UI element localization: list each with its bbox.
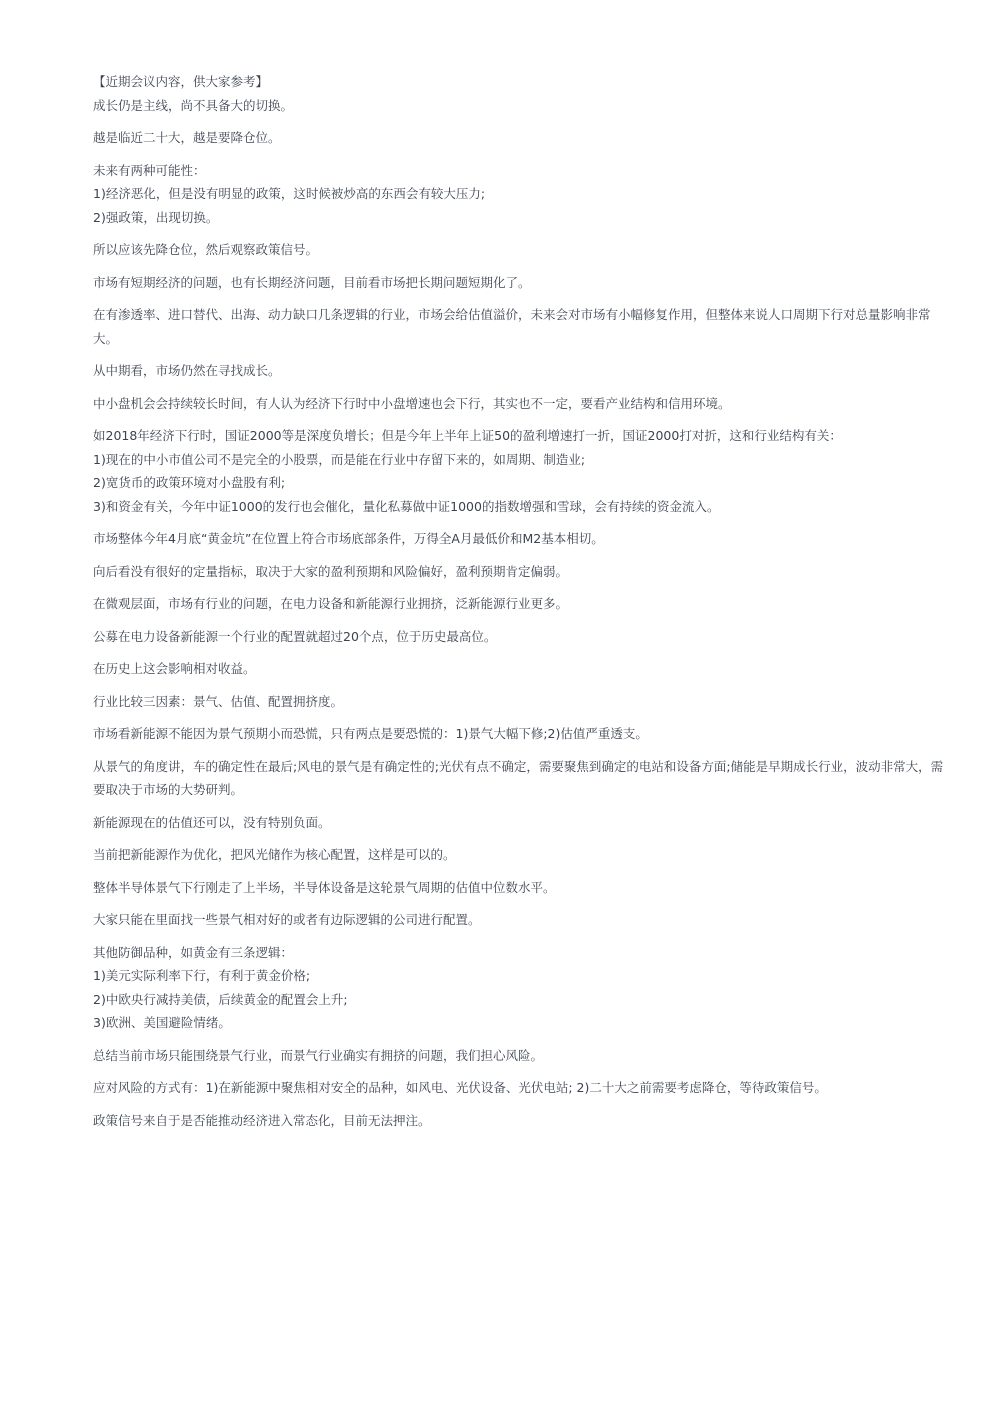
paragraph [93, 876, 945, 900]
paragraph-line: 市场看新能源不能因为景气预期小而恐慌，只有两点是要恐慌的：1)景气大幅下修;2)估值严重透支。 [93, 726, 648, 741]
paragraph-line: 在历史上这会影响相对收益。 [93, 661, 256, 676]
paragraph [93, 126, 945, 150]
paragraph-line: 总结当前市场只能围绕景气行业，而景气行业确实有拥挤的问题，我们担心风险。 [93, 1047, 544, 1063]
paragraph [93, 70, 945, 117]
paragraph-line: 向后看没有很好的定量指标，取决于大家的盈利预期和风险偏好，盈利预期肯定偏弱。 [93, 563, 569, 579]
paragraph [93, 941, 945, 1035]
paragraph-line: 从景气的角度讲，车的确定性在最后;风电的景气是有确定性的;光伏有点不确定，需要聚焦到确定的电站和设备方面;储能是早期成长行业，波动非常大，需要取决于市场的大势研判。 [93, 758, 944, 797]
paragraph-line: 整体半导体景气下行刚走了上半场，半导体设备是这轮景气周期的估值中位数水平。 [93, 879, 556, 895]
paragraph [93, 690, 945, 714]
paragraph-line: 在微观层面，市场有行业的问题，在电力设备和新能源行业拥挤，泛新能源行业更多。 [93, 596, 569, 611]
paragraph-line: 政策信号来自于是否能推动经济进入常态化，目前无法押注。 [93, 1112, 431, 1128]
paragraph [93, 908, 945, 932]
paragraph-line: 未来有两种可能性： [93, 162, 206, 178]
paragraph [93, 359, 945, 383]
paragraph-line: 如2018年经济下行时，国证2000等是深度负增长；但是今年上半年上证50的盈利增速打一折，国证2000打对折，这和行业结构有关： [93, 428, 842, 443]
paragraph-line: 在有渗透率、进口替代、出海、动力缺口几条逻辑的行业，市场会给估值溢价，未来会对市场有小幅修复作用，但整体来说人口周期下行对总量影响非常大。 [93, 307, 931, 346]
paragraph-line: 中小盘机会会持续较长时间，有人认为经济下行时中小盘增速也会下行，其实也不一定，要看产业结构和信用环境。 [93, 395, 731, 411]
paragraph [93, 1044, 945, 1068]
paragraph [93, 159, 945, 230]
paragraph-line: 行业比较三因素：景气、估值、配置拥挤度。 [93, 693, 344, 709]
paragraph [93, 592, 945, 616]
paragraph-line: 成长仍是主线，尚不具备大的切换。 [93, 97, 294, 113]
paragraph-line: 3)和资金有关，今年中证1000的发行也会催化，量化私募做中证1000的指数增强和雪球，会有持续的资金流入。 [93, 498, 720, 514]
paragraph [93, 843, 945, 867]
paragraph-line: 1)经济恶化，但是没有明显的政策，这时候被炒高的东西会有较大压力; [93, 186, 486, 201]
paragraph [93, 392, 945, 416]
paragraph-line: 从中期看，市场仍然在寻找成长。 [93, 363, 281, 378]
paragraph [93, 303, 945, 350]
paragraph [93, 1109, 945, 1133]
paragraph [93, 560, 945, 584]
paragraph-line: 应对风险的方式有：1)在新能源中聚焦相对安全的品种，如风电、光伏设备、光伏电站; 2)二十大之前需要考虑降仓，等待政策信号。 [93, 1080, 827, 1095]
paragraph-line: 公募在电力设备新能源一个行业的配置就超过20个点，位于历史最高位。 [93, 628, 497, 644]
paragraph-line: 越是临近二十大，越是要降仓位。 [93, 130, 281, 145]
paragraph-line: 1)现在的中小市值公司不是完全的小股票，而是能在行业中存留下来的，如周期、制造业; [93, 451, 586, 467]
paragraph-line: 2)宽货币的政策环境对小盘股有利; [93, 475, 286, 490]
paragraph [93, 1076, 945, 1100]
paragraph-line: 市场整体今年4月底“黄金坑”在位置上符合市场底部条件，万得全A月最低价和M2基本相切。 [93, 531, 604, 546]
paragraph-line: 大家只能在里面找一些景气相对好的或者有边际逻辑的公司进行配置。 [93, 912, 481, 927]
paragraph [93, 657, 945, 681]
paragraph-line: 当前把新能源作为优化，把风光储作为核心配置，这样是可以的。 [93, 847, 456, 862]
paragraph [93, 811, 945, 835]
paragraph-line: 2)强政策，出现切换。 [93, 209, 219, 225]
paragraph-line: 1)美元实际利率下行，有利于黄金价格; [93, 968, 311, 983]
paragraph-line: 2)中欧央行减持美债，后续黄金的配置会上升; [93, 991, 348, 1007]
paragraph-line: 新能源现在的估值还可以，没有特别负面。 [93, 814, 331, 830]
paragraph-line: 所以应该先降仓位，然后观察政策信号。 [93, 242, 319, 257]
paragraph [93, 722, 945, 746]
paragraph [93, 755, 945, 802]
paragraph-line: 其他防御品种，如黄金有三条逻辑： [93, 944, 294, 960]
paragraph-line: 【近期会议内容，供大家参考】 [93, 74, 269, 89]
paragraph [93, 238, 945, 262]
document-body [93, 70, 945, 1141]
paragraph [93, 271, 945, 295]
paragraph-line: 市场有短期经济的问题，也有长期经济问题，目前看市场把长期问题短期化了。 [93, 274, 531, 290]
paragraph [93, 424, 945, 518]
paragraph [93, 527, 945, 551]
paragraph [93, 625, 945, 649]
paragraph-line: 3)欧洲、美国避险情绪。 [93, 1015, 231, 1030]
